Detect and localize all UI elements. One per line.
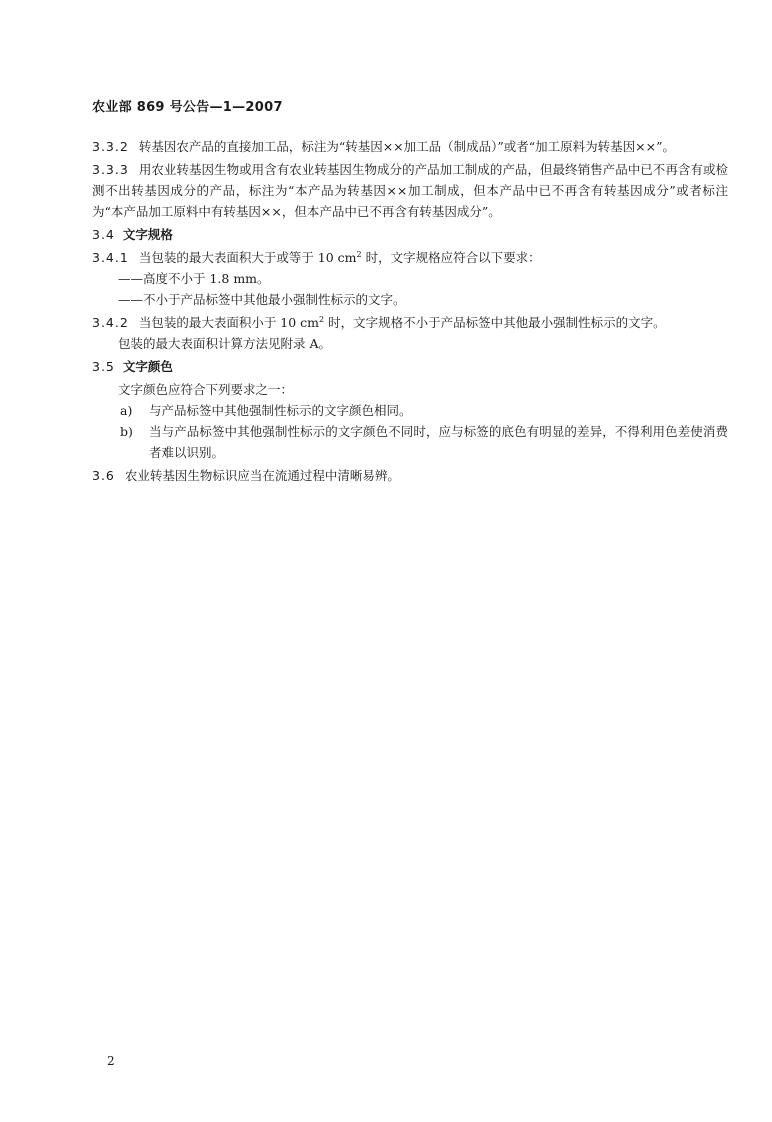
clause-text: 当包装的最大表面积大于或等于 10 cm	[138, 250, 357, 265]
clause-number: 3.3.3	[92, 162, 129, 177]
page-number: 2	[107, 1054, 115, 1068]
clause-continuation: 包装的最大表面积计算方法见附录 A。	[118, 336, 332, 351]
clause-3-4-1	[92, 247, 728, 268]
clause-number: 3.4.1	[92, 250, 129, 265]
section-title: 文字规格	[122, 227, 173, 242]
document-header: 农业部 869 号公告—1—2007	[92, 100, 283, 115]
clause-3-3-3	[92, 159, 728, 222]
clause-number: 3.6	[92, 468, 115, 483]
clause-text: 农业转基因生物标识应当在流通过程中清晰易辨。	[124, 468, 400, 483]
item-text: 当与产品标签中其他强制性标示的文字颜色不同时，应与标签的底色有明显的差异，不得利用色差使消费者难以识别。	[149, 424, 728, 460]
list-item-a	[92, 400, 728, 421]
superscript: 2	[319, 314, 325, 324]
clause-text: 用农业转基因生物或用含有农业转基因生物成分的产品加工制成的产品，但最终销售产品中已不再含有或检测不出转基因成分的产品，标注为“本产品为转基因××加工制成，但本产品中已不再含有转基因成分”或者标注为“本产品加工原料中有转基因××，但本产品中已不再含有转基因成分”。	[92, 162, 728, 219]
clause-number: 3.3.2	[92, 139, 129, 154]
list-item: ——高度不小于 1.8 mm。	[118, 271, 270, 286]
section-3-5-heading	[92, 356, 728, 377]
section-3-4-heading	[92, 224, 728, 245]
section-number: 3.4	[92, 227, 115, 242]
item-text: 与产品标签中其他强制性标示的文字颜色相同。	[149, 403, 412, 418]
section-title: 文字颜色	[122, 359, 173, 374]
section-intro: 文字颜色应符合下列要求之一：	[118, 382, 294, 397]
clause-3-3-2	[92, 136, 728, 157]
clause-text: 当包装的最大表面积小于 10 cm	[138, 315, 320, 330]
clause-number: 3.4.2	[92, 315, 129, 330]
document-body	[92, 136, 728, 486]
item-marker: b)	[120, 424, 133, 439]
item-marker: a)	[120, 403, 133, 418]
list-item: ——不小于产品标签中其他最小强制性标示的文字。	[118, 292, 406, 307]
superscript: 2	[356, 249, 362, 259]
clause-text-cont: 时，文字规格应符合以下要求：	[361, 250, 541, 265]
clause-3-4-2	[92, 312, 728, 333]
clause-text-cont: 时，文字规格不小于产品标签中其他最小强制性标示的文字。	[324, 315, 666, 330]
clause-text: 转基因农产品的直接加工品，标注为“转基因××加工品（制成品）”或者“加工原料为转基因××”。	[138, 139, 676, 154]
section-number: 3.5	[92, 359, 115, 374]
list-item-b	[92, 421, 728, 463]
clause-3-6	[92, 465, 728, 486]
